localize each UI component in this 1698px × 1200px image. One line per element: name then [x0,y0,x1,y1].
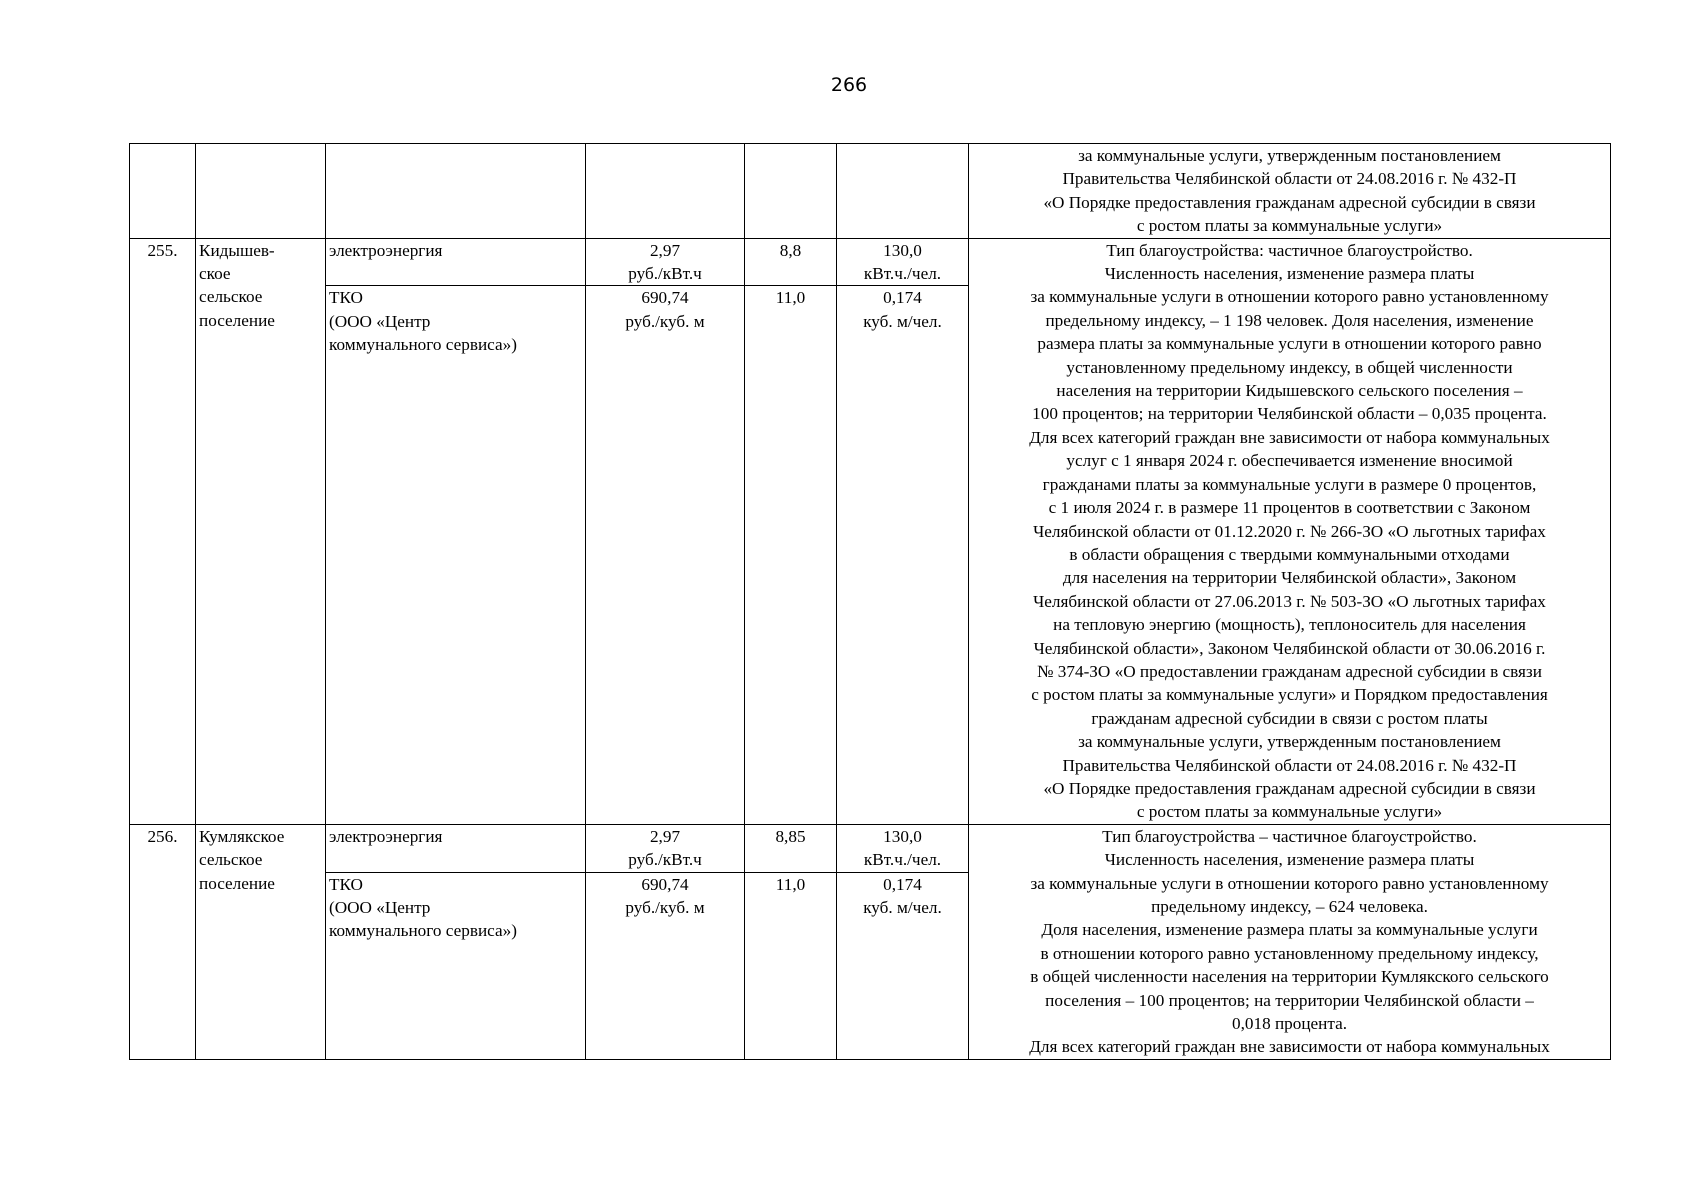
index-value: 11,0 [745,872,837,1059]
municipality-name: Кумлякское сельское поселение [196,824,326,1059]
note-cell [969,144,1611,239]
entry-number: 256. [130,824,196,1059]
tariff-value: 690,74 руб./куб. м [586,286,745,824]
service-name: ТКО (ООО «Центр коммунального сервиса») [326,872,586,1059]
index-value: 8,8 [745,238,837,286]
entry-number: 255. [130,238,196,824]
tariff-cell [586,144,745,239]
tariff-value: 2,97 руб./кВт.ч [586,824,745,872]
service-cell [326,144,586,239]
norm-cell [837,144,969,239]
municipality-cell [196,144,326,239]
service-name: электроэнергия [326,238,586,286]
norm-value: 0,174 куб. м/чел. [837,872,969,1059]
index-value: 8,85 [745,824,837,872]
page-number: 266 [830,74,868,96]
note-line: с ростом платы за коммунальные услуги» [1136,216,1443,236]
continuation-row [130,144,1611,239]
municipality-name: Кидышев- ское сельское поселение [196,238,326,824]
note-line: «О Порядке предоставления гражданам адресной субсидии в связи [1043,192,1536,212]
entry-row-256-electricity [130,824,1611,872]
norm-value: 130,0 кВт.ч./чел. [837,824,969,872]
norm-value: 0,174 куб. м/чел. [837,286,969,824]
tariff-value: 2,97 руб./кВт.ч [586,238,745,286]
note-cell: Тип благоустройства: частичное благоустройство. Численность населения, изменение размера платы за коммунальные услуги в отношении которого равно установленному предельному индексу, – 1 198 человек. Доля населения, изменение размера платы за коммунальные услуги в отношении которого равно установленному предельному индексу, в общей численности населения на территории Кидышевского сельского поселения – 100 процентов; на территории Челябинской области – 0,035 процента. Для всех категорий граждан вне зависимости от набора коммунальных услуг с 1 января 2024 г. обеспечивается изменение вносимой гражданами платы за коммунальные услуги в размере 0 процентов, с 1 июля 2024 г. в размере 11 процентов в соответствии с Законом Челябинской области от 01.12.2020 г. № 266-ЗО «О льготных тарифах в области обращения с твердыми коммунальными отходами для населения на территории Челябинской области», Законом Челябинской области от 27.06.2013 г. № 503-ЗО «О льготных тарифах на тепловую энергию (мощность), теплоноситель для населения Челябинской области», Законом Челябинской области от 30.06.2016 г. № 374-ЗО «О предоставлении гражданам адресной субсидии в связи с ростом платы за коммунальные услуги» и Порядком предоставления гражданам адресной субсидии в связи с ростом платы за коммунальные услуги, утвержденным постановлением Правительства Челябинской области от 24.08.2016 г. № 432-П «О Порядке предоставления гражданам адресной субсидии в связи с ростом платы за коммунальные услуги» [969,238,1611,824]
note-line: за коммунальные услуги, утвержденным постановлением [1078,146,1501,165]
service-name: электроэнергия [326,824,586,872]
tariff-value: 690,74 руб./куб. м [586,872,745,1059]
index-value: 11,0 [745,286,837,824]
number-cell [130,144,196,239]
note-cell: Тип благоустройства – частичное благоустройство. Численность населения, изменение размера платы за коммунальные услуги в отношении которого равно установленному предельному индексу, – 624 человека. Доля населения, изменение размера платы за коммунальные услуги в отношении которого равно установленному предельному индексу, в общей численности населения на территории Кумлякского сельского поселения – 100 процентов; на территории Челябинской области – 0,018 процента. Для всех категорий граждан вне зависимости от набора коммунальных [969,824,1611,1059]
service-name: ТКО (ООО «Центр коммунального сервиса») [326,286,586,824]
note-line: Правительства Челябинской области от 24.08.2016 г. № 432-П [1062,169,1517,189]
tariff-table [129,143,1611,1060]
entry-row-255-electricity [130,238,1611,286]
index-cell [745,144,837,239]
norm-value: 130,0 кВт.ч./чел. [837,238,969,286]
